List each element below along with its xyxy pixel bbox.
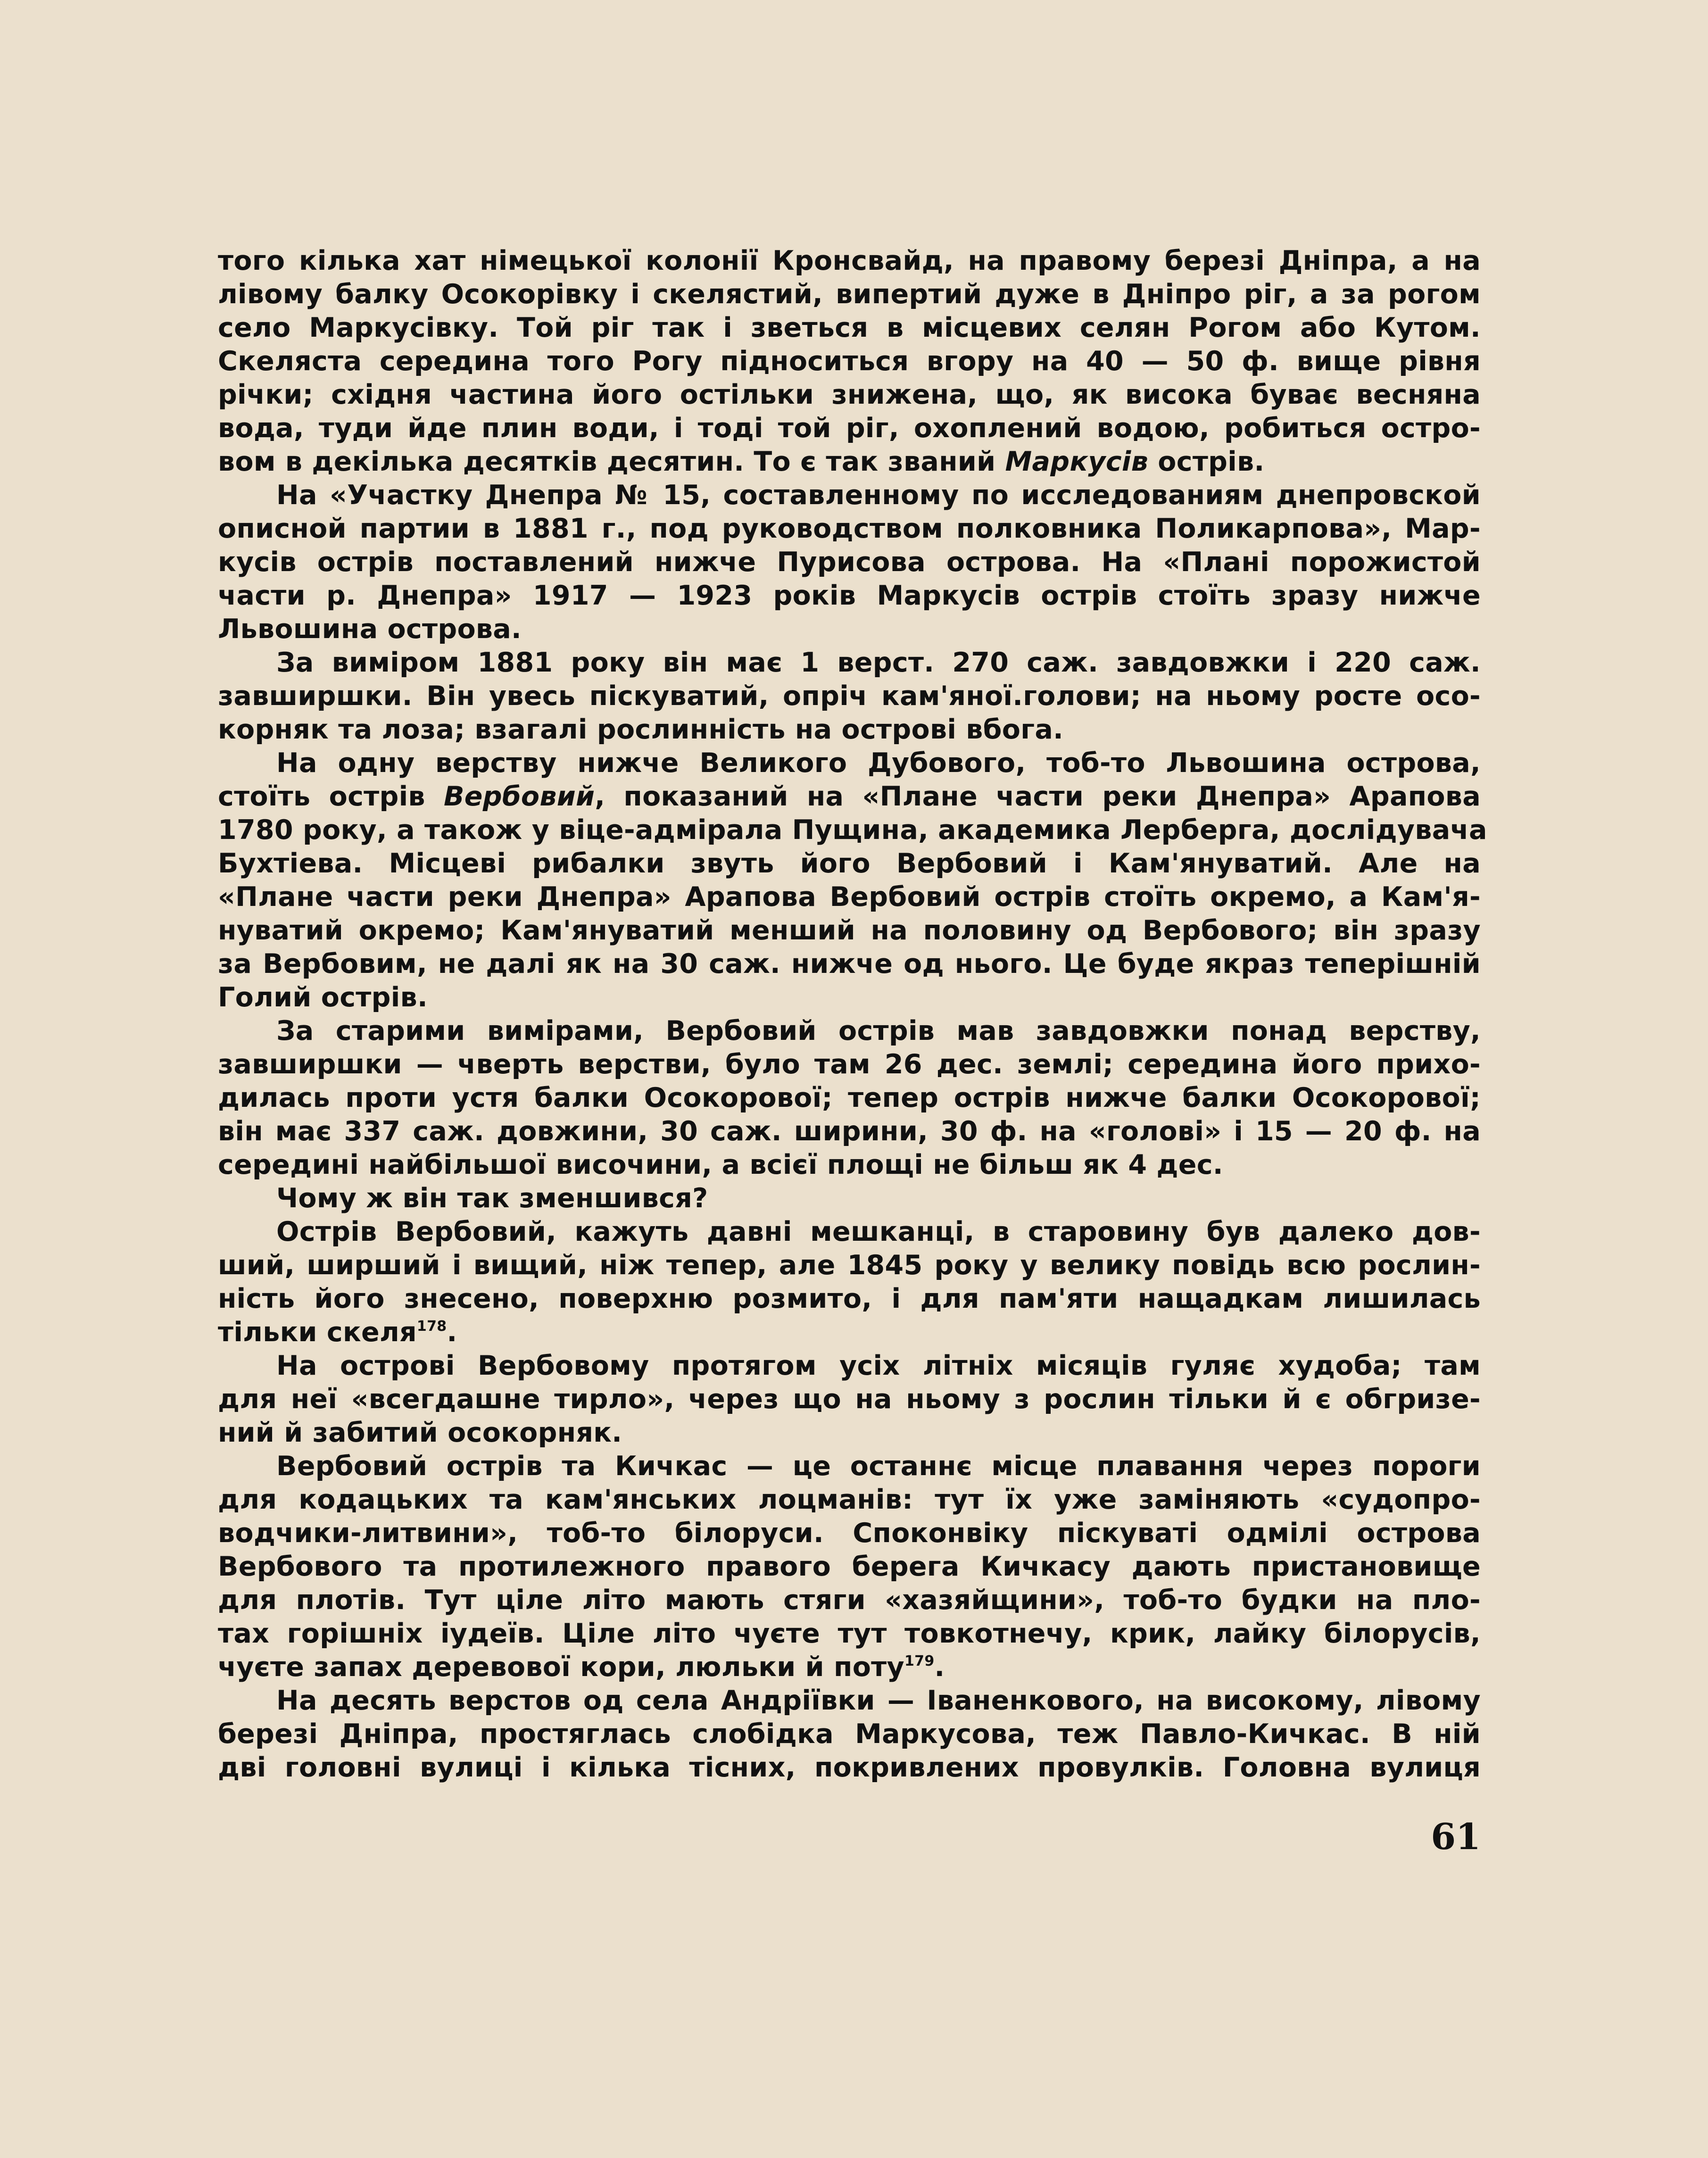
text-line: березі Дніпра, простяглась слобідка Маркусова, теж Павло-Кичкас. В ній [218,1718,1481,1750]
text-line: дилась проти устя балки Осокорової; тепер острів нижче балки Осокорової; [218,1082,1481,1113]
paragraph [218,747,1487,1014]
text-line: корняк та лоза; взагалі рослинність на острові вбога. [218,714,1064,745]
text-line: Бухтіева. Місцеві рибалки звуть його Вербовий і Кам'януватий. Але на [218,848,1481,879]
text-line: того кількa хат німецької колонії Кронсвайд, на правому березі Дніпра, а на [218,245,1481,276]
text-line: чуєте запах деревової кори, люльки й поту$^{179}$. [218,1652,945,1683]
text-line: Чому ж він так зменшився? [276,1183,708,1214]
text-line: для кодацьких та кам'янських лоцманів: тут їх уже заміняють «судопро- [218,1484,1481,1515]
text-line: На десять верстов од села Андріївки — Іваненкового, на високому, лівому [276,1685,1481,1716]
text-line: За старими вимірами, Вербовий острів мав завдовжки понад верству, [276,1015,1481,1046]
text-line: нуватий окремо; Кам'януватий менший на половину од Вербового; він зразу [218,915,1481,946]
text-line: Острів Вербовий, кажуть давні мешканці, в старовину був далеко дов- [276,1216,1481,1247]
text-line: для плотів. Тут ціле літо мають стяги «хазяйщини», тоб-то будки на пло- [218,1585,1481,1616]
text-line: лівому балку Осокорівку і скелястий, випертий дуже в Дніпро ріг, а за рогом [218,279,1481,310]
text-line: завширшки. Він увесь піскуватий, опріч кам'яної.голови; на ньому росте осо- [218,681,1481,712]
body-text [218,244,1487,1784]
text-line: тах горішніх іудеїв. Ціле літо чуєте тут товкотнечу, крик, лайку білорусів, [218,1618,1481,1649]
text-line: части р. Днепра» 1917 — 1923 років Маркусів острів стоїть зразу нижче [218,580,1481,611]
text-line: вода, туди йде плин води, і тоді той ріг, охоплений водою, робиться остро- [218,413,1481,444]
text-line: дві головні вулиці і кількa тісних, покривлених провулків. Головна вулиця [218,1752,1481,1783]
text-line: «Плане части реки Днепра» Арапова Вербовий острів стоїть окремо, а Кам'я- [218,881,1481,913]
text-line: кусів острів поставлений нижче Пурисова острова. На «Плані порожистой [218,547,1481,578]
paragraph [218,646,1481,747]
paragraph [218,1215,1481,1349]
text-line: для неї «всегдашне тирло», через що на ньому з рослин тільки й є обгризе- [218,1384,1481,1415]
text-line: Вербовий острів та Кичкас — це останнє місце плавання через пороги [276,1451,1481,1482]
text-line: річки; східня частина його остільки знижена, що, як висока буває весняна [218,379,1481,410]
paragraph [218,1014,1481,1182]
text-line: ший, ширший і вищий, ніж тепер, але 1845 року у велику повідь всю рослин- [218,1250,1481,1281]
text-line: Скеляста середина того Рогу підноситься вгору на 40 — 50 ф. вище рівня [218,346,1481,377]
text-line: тільки скеля$^{178}$. [218,1317,457,1348]
paragraph [218,244,1481,479]
text-line: Львошина острова. [218,614,522,645]
text-line: завширшки — чверть верстви, було там 26 дес. землі; середина його прихо- [218,1049,1481,1080]
paragraph [218,1349,1481,1450]
text-line: середині найбільшої височини, а всієї площі не більш як 4 дес. [218,1149,1223,1180]
paragraph [218,1684,1481,1784]
text-line: за Вербовим, не далі як на 30 саж. нижче од нього. Це буде якраз теперішній [218,948,1481,979]
text-line: стоїть острів Вербовий, показаний на «Плане части реки Днепра» Арапова [218,781,1481,812]
footnote-ref: 179 [904,1653,935,1669]
paragraph [218,479,1481,646]
text-line: На «Участку Днепра № 15, составленному по исследованиям днепровской [276,480,1481,511]
text-line: 1780 року, а також у віце-адмірала Пущина, академика Лерберга, дослідувача [218,814,1487,846]
text-line: Вербового та протилежного правого берега Кичкасу дають пристановище [218,1551,1481,1582]
text-line: він має 337 саж. довжини, 30 саж. ширини, 30 ф. на «голові» і 15 — 20 ф. на [218,1116,1481,1147]
text-line: ний й забитий осокорняк. [218,1417,622,1448]
text-line: За виміром 1881 року він має 1 верст. 270 саж. завдовжки і 220 саж. [276,647,1481,678]
text-line: На острові Вербовому протягом усіх літніх місяців гуляє худоба; там [276,1350,1481,1381]
text-line: На одну верству нижче Великого Дубового, тоб-то Львошина острова, [276,747,1481,779]
text-line: описной партии в 1881 г., под руководством полковника Поликарпова», Мар- [218,513,1481,544]
text-line: вом в декількa десятків десятин. То є так званий Маркусів острів. [218,446,1265,477]
paragraph [218,1450,1481,1684]
text-line: ність його знесено, поверхню розмито, і для пам'яти нащадкам лишилась [218,1283,1481,1314]
text-line: водчики-литвини», тоб-то білоруси. Споконвіку піскуваті одмілі острова [218,1518,1481,1549]
footnote-ref: 178 [416,1318,447,1335]
paragraph [218,1182,1481,1215]
text-line: село Маркусівку. Той ріг так і зветься в місцевих селян Рогом або Кутом. [218,312,1481,343]
page-number: 61 [1431,1816,1481,1858]
text-line: Голий острів. [218,982,428,1013]
